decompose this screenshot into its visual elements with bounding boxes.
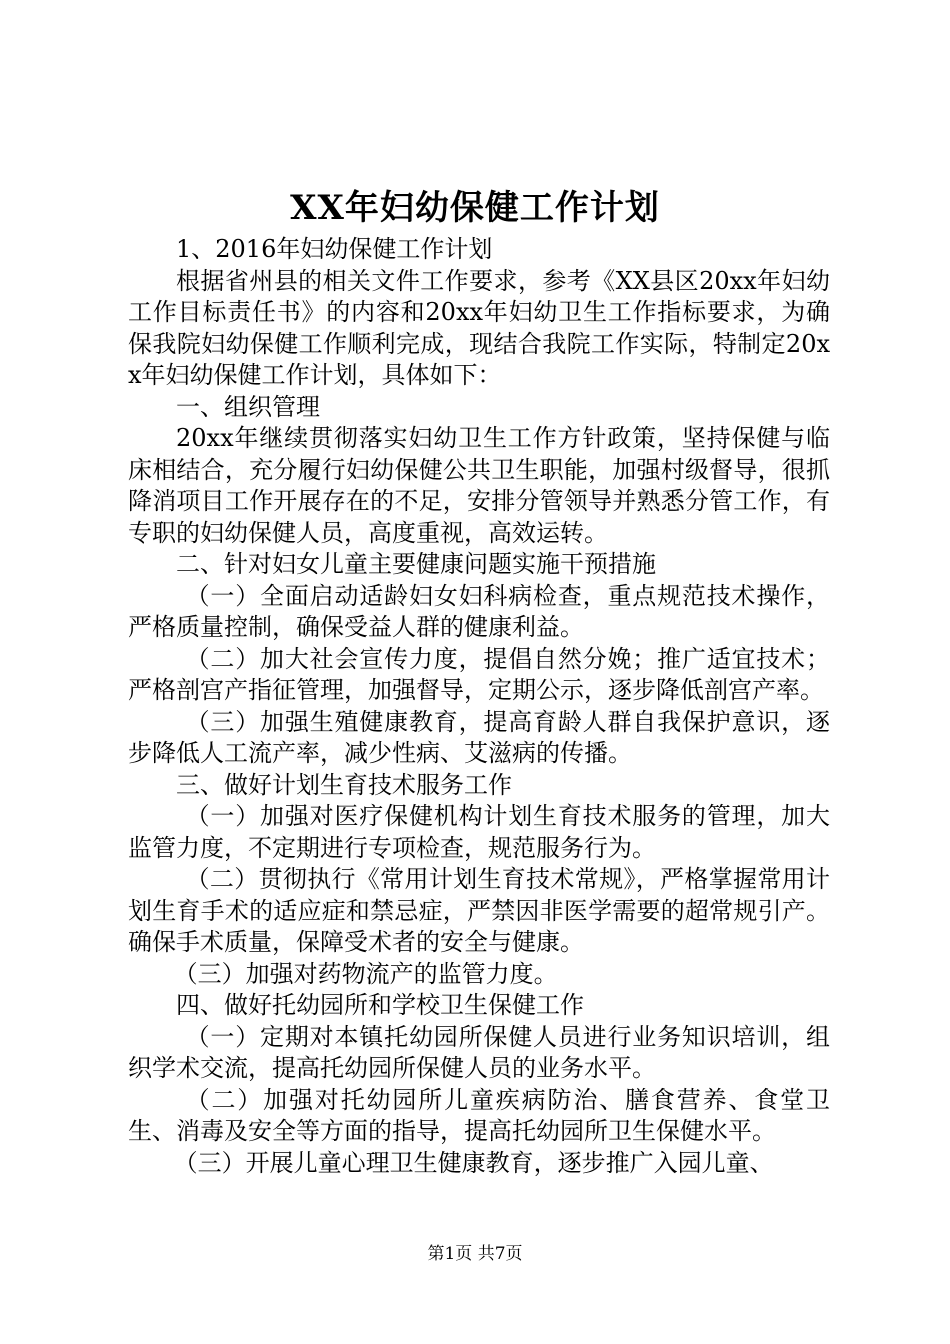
organization-paragraph: 20xx年继续贯彻落实妇幼卫生工作方针政策，坚持保健与临床相结合，充分履行妇幼保健公共卫生职能，加强村级督导，很抓降消项目工作开展存在的不足，安排分管领导并熟悉分管工作，有专职的妇幼保健人员，高度重视，高效运转。 <box>128 424 830 547</box>
section-heading-plan: 1、2016年妇幼保健工作计划 <box>176 235 493 263</box>
intervention-item-2: （二）加大社会宣传力度，提倡自然分娩；推广适宜技术；严格剖宫产指征管理，加强督导，定期公示，逐步降低剖宫产率。 <box>128 644 830 704</box>
intro-paragraph: 根据省州县的相关文件工作要求，参考《XX县区20xx年妇幼工作目标责任书》的内容和20xx年妇幼卫生工作指标要求，为确保我院妇幼保健工作顺利完成，现结合我院工作实际，特制定20xx年妇幼保健工作计划，具体如下： <box>128 266 830 389</box>
kindergarten-item-1: （一）定期对本镇托幼园所保健人员进行业务知识培训，组织学术交流，提高托幼园所保健人员的业务水平。 <box>128 1022 830 1082</box>
section-heading-family-planning: 三、做好计划生育技术服务工作 <box>176 770 512 799</box>
family-planning-item-2: （二）贯彻执行《常用计划生育技术常规》，严格掌握常用计划生育手术的适应症和禁忌症，严禁因非医学需要的超常规引产。确保手术质量，保障受术者的安全与健康。 <box>128 865 830 956</box>
kindergarten-item-2: （二）加强对托幼园所儿童疾病防治、膳食营养、食堂卫生、消毒及安全等方面的指导，提高托幼园所卫生保健水平。 <box>128 1085 830 1145</box>
section-heading-intervention: 二、针对妇女儿童主要健康问题实施干预措施 <box>176 550 656 578</box>
document-title: XX年妇幼保健工作计划 <box>290 188 660 228</box>
section-heading-organization: 一、组织管理 <box>176 392 320 421</box>
section-heading-kindergarten: 四、做好托幼园所和学校卫生保健工作 <box>176 991 584 1019</box>
family-planning-item-3: （三）加强对药物流产的监管力度。 <box>173 959 558 988</box>
page-number-footer: 第1页 共7页 <box>427 1244 523 1264</box>
family-planning-item-1: （一）加强对医疗保健机构计划生育技术服务的管理，加大监管力度，不定期进行专项检查，规范服务行为。 <box>128 802 830 862</box>
kindergarten-item-3: （三）开展儿童心理卫生健康教育，逐步推广入园儿童、 <box>173 1148 774 1177</box>
document-body <box>128 234 830 1179</box>
intervention-item-1: （一）全面启动适龄妇女妇科病检查，重点规范技术操作，严格质量控制，确保受益人群的健康利益。 <box>128 581 830 641</box>
intervention-item-3: （三）加强生殖健康教育，提高育龄人群自我保护意识，逐步降低人工流产率，减少性病、艾滋病的传播。 <box>128 707 830 767</box>
